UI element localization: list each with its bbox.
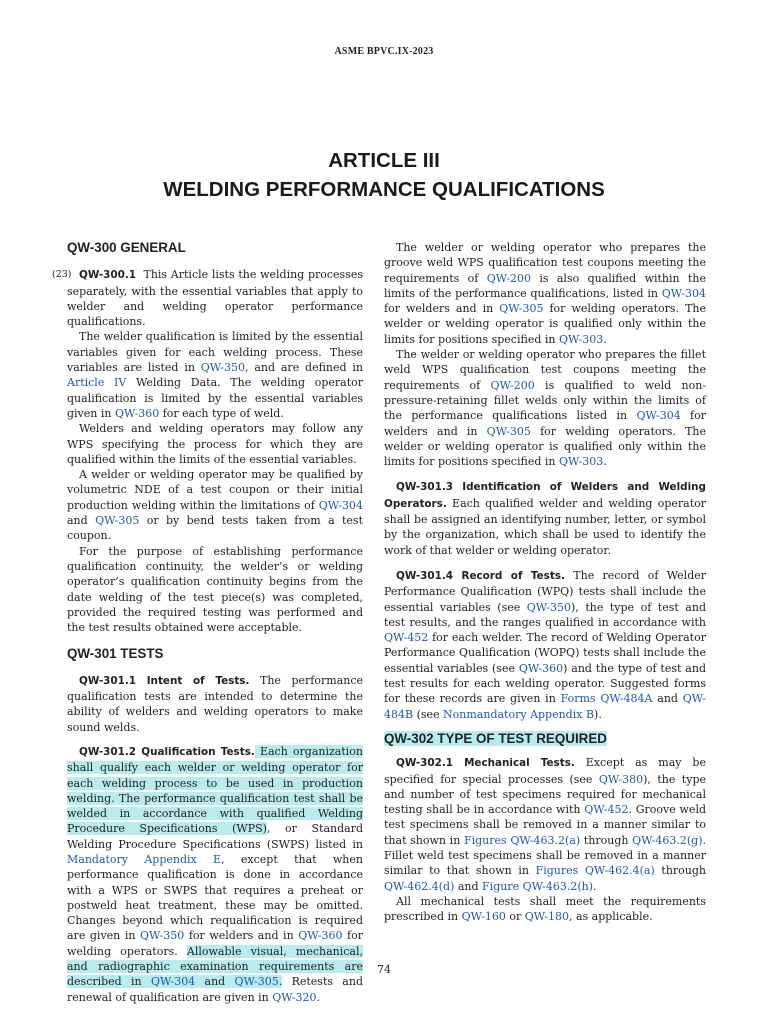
link-qw-200[interactable]: QW-200	[486, 271, 531, 285]
link-nonmandatory-appendix-b[interactable]: Nonmandatory Appendix B	[443, 707, 595, 721]
article-title	[0, 146, 768, 204]
link-article-iv[interactable]: Article IV	[67, 376, 127, 390]
paragraph-volumetric-nde: A welder or welding operator may be qualified by volumetric NDE of a test coupon or their initial production welding within the limitations of QW-304 and QW-305 or by bend tests taken from a test coupon.	[67, 468, 363, 543]
link-qw-360[interactable]: QW-360	[298, 929, 343, 943]
link-qw-305[interactable]: QW-305	[486, 424, 531, 438]
paragraph-welder-qualification: The welder qualification is limited by the essential variables given for each welding process. These variables are listed in QW-350, and are defined in Article IV Welding Data. The welding operator qualification is limited by the essential variables given in QW-360 for each type of weld.	[67, 330, 364, 420]
section-heading-qw301: QW-301 TESTS	[67, 646, 164, 662]
link-qw-305[interactable]: QW-305	[234, 975, 279, 989]
link-mandatory-appendix-e[interactable]: Mandatory Appendix E	[67, 852, 222, 866]
link-qw-380[interactable]: QW-380	[598, 772, 644, 786]
link-qw-200[interactable]: QW-200	[490, 378, 535, 392]
link-qw-305[interactable]: QW-305	[499, 302, 544, 316]
link-qw-304[interactable]: QW-304	[150, 975, 196, 989]
link-qw-304[interactable]: QW-304	[318, 498, 363, 512]
paragraph-mechanical-requirements: All mechanical tests shall meet the requirements prescribed in QW-160 or QW-180, as applicable.	[384, 894, 706, 924]
running-header: ASME BPVC.IX-2023	[334, 46, 434, 57]
paragraph-qw301-3: QW-301.3 Identification of Welders and Welding Operators. Each qualified welder and welding operator shall be assigned an identifying number, letter, or symbol by the organization, which shall be used to identify the work of that welder or welding operator.	[384, 481, 706, 557]
highlight-revision-3: QW-302 TYPE OF TEST REQUIRED	[384, 730, 607, 746]
clause-head-qw301-3: QW-301.3 Identification of Welders and Welding Operators.	[384, 481, 706, 510]
left-column	[52, 240, 364, 1005]
clause-head-qw301-2: QW-301.2 Qualification Tests.	[79, 745, 255, 758]
link-qw-360[interactable]: QW-360	[114, 406, 160, 420]
article-number: ARTICLE III	[328, 149, 440, 172]
link-forms-qw-484a[interactable]: Forms QW-484A	[560, 692, 653, 706]
paragraph-follow-wps: Welders and welding operators may follow any WPS specifying the process for which they are qualified within the limits of the essential variables.	[67, 422, 363, 466]
paragraph-groove-weld: The welder or welding operator who prepares the groove weld WPS qualification test coupons meeting the requirements of QW-200 is also qualified within the limits of the performance qualifications, listed in QW-304 for welders and in QW-305 for welding operators. The welder or welding operator is qualified only within the limits for positions specified in QW-303.	[384, 241, 706, 346]
highlight-revision-2: Allowable visual, mechanical, and radiographic examination requirements are described in	[67, 944, 363, 989]
link-qw-350[interactable]: QW-350	[526, 600, 572, 614]
link-figures-qw-463-2a[interactable]: Figures QW-463.2(a)	[463, 833, 581, 847]
link-qw-304[interactable]: QW-304	[636, 409, 681, 423]
highlight-revision-1: Each organization shall qualify each welder or welding operator for each welding process to be used in production welding. The performance qualification test shall be welded in accordance with qualified Welding Procedure Specifications (WPS)	[67, 744, 363, 836]
link-qw-160[interactable]: QW-160	[461, 910, 506, 924]
link-qw-180[interactable]: QW-180	[524, 910, 569, 924]
clause-head-qw301-4: QW-301.4 Record of Tests.	[396, 569, 565, 582]
paragraph-qw301-2: QW-301.2 Qualification Tests. Each organization shall qualify each welder or welding operator for each welding process to be used in production welding. The performance qualification test shall be welded in accordance with qualified Welding Procedure Specifications (WPS), or Standard Welding Procedure Specifications (SWPS) listed in Mandatory Appendix E, except that when performance qualification is done in accordance with a WPS or SWPS that requires a preheat or postweld heat treatment, these may be omitted. Changes beyond which requalification is required are given in QW-350 for welders and in QW-360 for welding operators. Allowable visual, mechanical, and radiographic examination requirements are described in QW-304 and QW-305. Retests and renewal of qualification are given in QW-320.	[67, 744, 363, 1004]
right-column	[384, 240, 706, 924]
link-qw-305[interactable]: QW-305	[95, 514, 140, 528]
link-qw-303[interactable]: QW-303	[558, 455, 604, 469]
paragraph-fillet-weld: The welder or welding operator who prepares the fillet weld WPS qualification test coupons meeting the requirements of QW-200 is qualified to weld non-pressure-retaining fillet welds only within the limits of the performance qualifications listed in QW-304 for welders and in QW-305 for welding operators. The welder or welding operator is qualified only within the limits for positions specified in QW-303.	[384, 348, 706, 469]
link-qw-350[interactable]: QW-350	[200, 361, 246, 375]
paragraph-continuity: For the purpose of establishing performance qualification continuity, the welder’s or welding operator’s qualification continuity begins from the date welding of the test piece(s) was completed, provided the required testing was performed and the test results obtained were acceptable.	[67, 544, 363, 635]
link-qw-350[interactable]: QW-350	[140, 929, 185, 943]
link-qw-303[interactable]: QW-303	[558, 332, 604, 346]
link-qw-320[interactable]: QW-320	[272, 990, 317, 1004]
paragraph-qw300-1: (23) QW-300.1 This Article lists the welding processes separately, with the essential variables that apply to welder and welding operator performance qualifications.	[67, 267, 363, 329]
link-qw-452[interactable]: QW-452	[584, 803, 629, 817]
page-number: 74	[377, 963, 391, 976]
link-qw-484b[interactable]: QW-484B	[384, 692, 706, 721]
link-qw-463-2g[interactable]: QW-463.2(g)	[632, 833, 703, 847]
link-figure-qw-463-2h[interactable]: Figure QW-463.2(h)	[482, 879, 593, 893]
link-qw-360[interactable]: QW-360	[518, 661, 564, 675]
link-figures-qw-462-4a[interactable]: Figures QW-462.4(a)	[535, 864, 655, 878]
section-heading-qw302	[384, 731, 706, 746]
clause-head-qw302-1: QW-302.1 Mechanical Tests.	[396, 757, 575, 770]
link-qw-304[interactable]: QW-304	[661, 286, 706, 300]
paragraph-qw301-4: QW-301.4 Record of Tests. The record of Welder Performance Qualification (WPQ) tests shall include the essential variables (see QW-350), the type of test and test results, and the ranges qualified in accordance with QW-452 for each welder. The record of Welding Operator Performance Qualification (WOPQ) tests shall include the essential variables (see QW-360) and the type of test and test results for each welding operator. Suggested forms for these records are given in Forms QW-484A and QW-484B (see Nonmandatory Appendix B).	[384, 568, 706, 721]
article-name: WELDING PERFORMANCE QUALIFICATIONS	[163, 178, 605, 201]
section-heading-qw300: QW-300 GENERAL	[67, 240, 186, 255]
revision-tag: (23)	[52, 269, 72, 281]
link-qw-452[interactable]: QW-452	[384, 631, 429, 645]
clause-head-qw301-1: QW-301.1 Intent of Tests.	[79, 674, 250, 687]
link-qw-462-4d[interactable]: QW-462.4(d)	[384, 879, 455, 893]
paragraph-qw302-1: QW-302.1 Mechanical Tests. Except as may be specified for special processes (see QW-380), the type and number of test specimens required for mechanical testing shall be in accordance with QW-452. Groove weld test specimens shall be removed in a manner similar to that shown in Figures QW-463.2(a) through QW-463.2(g). Fillet weld test specimens shall be removed in a manner similar to that shown in Figures QW-462.4(a) through QW-462.4(d) and Figure QW-463.2(h).	[384, 756, 707, 893]
paragraph-qw301-1: QW-301.1 Intent of Tests. The performance qualification tests are intended to determine the ability of welders and welding operators to make sound welds.	[67, 673, 363, 734]
clause-head-qw300-1: QW-300.1	[79, 269, 137, 282]
